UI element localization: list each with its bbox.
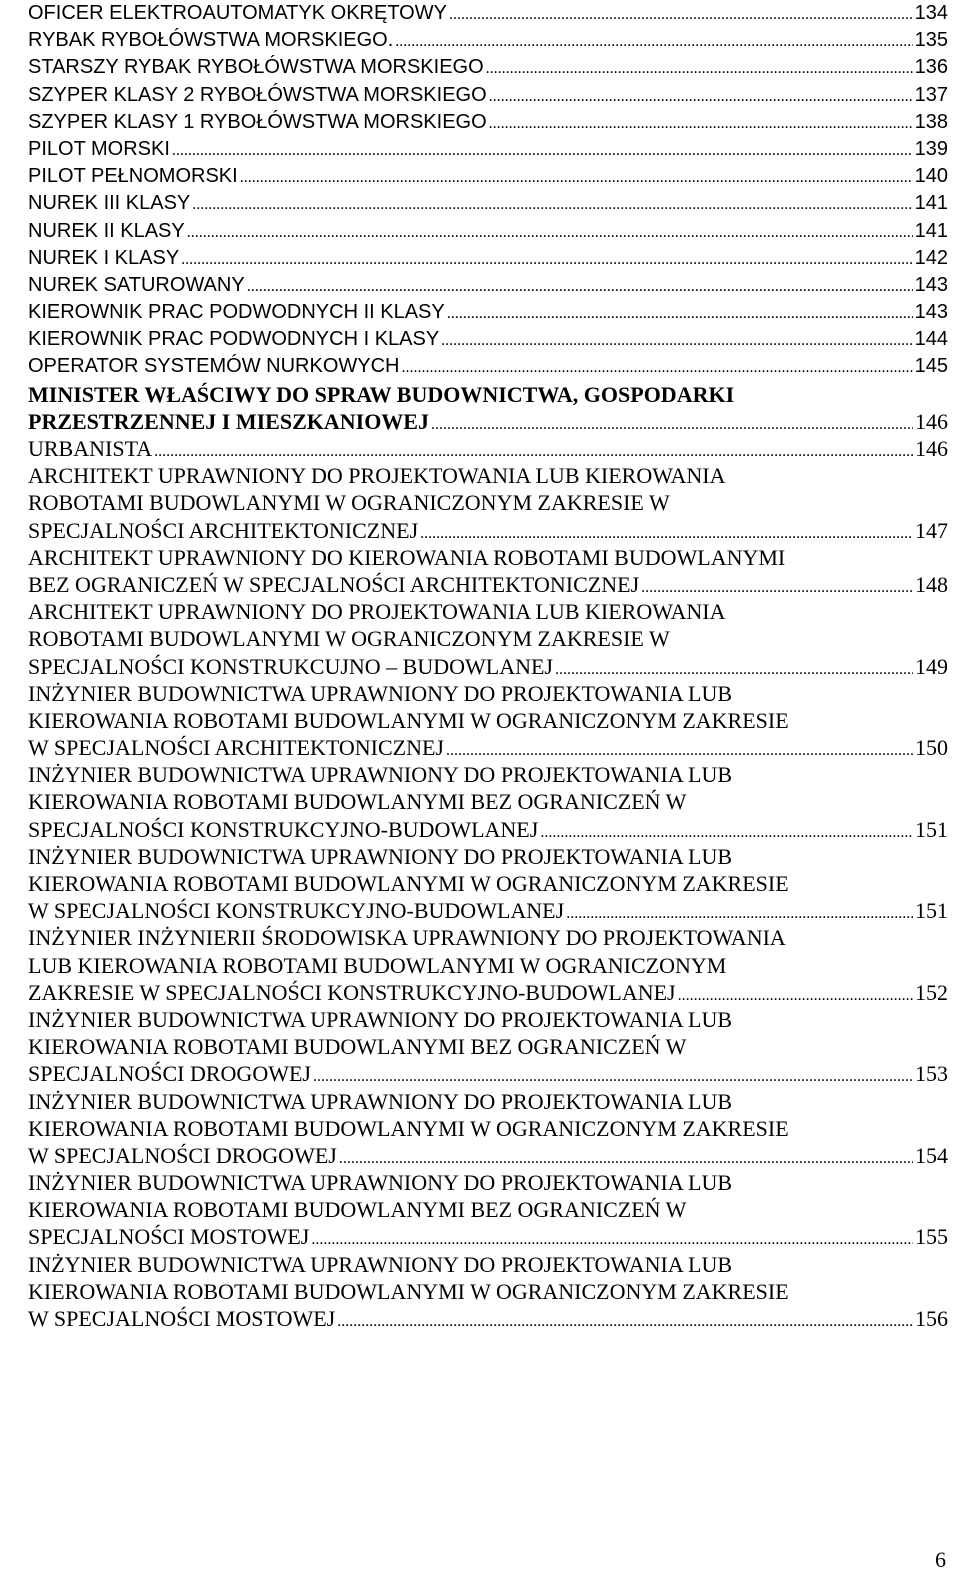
toc-page-number: 151 [915,816,948,842]
toc-page-number: 156 [915,1306,948,1331]
toc-page-number: 145 [914,355,948,378]
dot-leader [247,272,913,299]
toc-page-number: 136 [914,56,948,79]
toc-entry-title: KIEROWANIA ROBOTAMI BUDOWLANYMI BEZ OGRANICZEŃ W [28,1197,687,1223]
toc-entry[interactable] [28,381,948,435]
dot-leader [181,245,912,272]
toc-page-number: 146 [915,436,948,461]
toc-page-number: 137 [914,83,948,106]
toc-entry-title: ARCHITEKT UPRAWNIONY DO PROJEKTOWANIA LUB KIEROWANIA [28,599,726,625]
toc-page-number: 155 [915,1224,948,1250]
toc-page-number: 150 [915,735,948,761]
toc-entry-title: PILOT PEŁNOMORSKI [28,165,238,188]
toc-page-number: 144 [914,328,948,351]
dot-leader [313,1060,913,1087]
dot-leader [446,734,913,761]
dot-leader [337,1305,913,1332]
toc-entry-title: ROBOTAMI BUDOWLANYMI W OGRANICZONYM ZAKRESIE W [28,490,670,516]
toc-entry[interactable] [28,163,948,190]
dot-leader [447,299,913,326]
toc-entry[interactable] [28,218,948,245]
toc-entry[interactable] [28,299,948,326]
dot-leader [641,571,913,598]
toc-entry[interactable] [28,1006,948,1088]
toc-entry-title: INŻYNIER BUDOWNICTWA UPRAWNIONY DO PROJEKTOWANIA LUB [28,843,733,869]
toc-entry-title: MINISTER WŁAŚCIWY DO SPRAW BUDOWNICTWA, GOSPODARKI [28,381,735,407]
toc-entry-title: LUB KIEROWANIA ROBOTAMI BUDOWLANYMI W OGRANICZONYM [28,952,727,978]
toc-entry[interactable] [28,462,948,544]
toc-entry-title: ARCHITEKT UPRAWNIONY DO PROJEKTOWANIA LUB KIEROWANIA [28,463,726,489]
toc-page-number: 147 [915,517,948,543]
toc-entry-title: INŻYNIER BUDOWNICTWA UPRAWNIONY DO PROJEKTOWANIA LUB [28,1006,733,1032]
toc-entry[interactable] [28,598,948,680]
toc-entry-title: STARSZY RYBAK RYBOŁÓWSTWA MORSKIEGO [28,56,484,79]
dot-leader [172,136,913,163]
toc-entry[interactable] [28,326,948,353]
toc-page-number: 138 [914,110,948,133]
toc-entry-title: KIEROWANIA ROBOTAMI BUDOWLANYMI BEZ OGRANICZEŃ W [28,789,687,815]
toc-entry[interactable] [28,109,948,136]
toc-page-number: 143 [914,273,948,296]
page-number: 6 [935,1547,946,1572]
toc-entry-title: INŻYNIER INŻYNIERII ŚRODOWISKA UPRAWNIONY DO PROJEKTOWANIA [28,925,786,951]
toc-page-number: 142 [914,246,948,269]
toc-entry-title: KIEROWANIA ROBOTAMI BUDOWLANYMI W OGRANICZONYM ZAKRESIE [28,1115,789,1141]
toc-entry-title: ARCHITEKT UPRAWNIONY DO KIEROWANIA ROBOTAMI BUDOWLANYMI [28,544,786,570]
toc-page-number: 141 [914,192,948,215]
dot-leader [431,408,913,435]
dot-leader [566,897,913,924]
toc-page-number: 153 [915,1061,948,1087]
dot-leader [489,82,913,109]
dot-leader [311,1223,913,1250]
toc-entry-title: PILOT MORSKI [28,137,170,160]
toc-entry[interactable] [28,761,948,843]
toc-entry-title: OPERATOR SYSTEMÓW NURKOWYCH [28,355,400,378]
toc-entry-title: KIEROWNIK PRAC PODWODNYCH I KLASY [28,328,440,351]
toc-entry-title: KIEROWNIK PRAC PODWODNYCH II KLASY [28,301,445,324]
toc-entry[interactable] [28,54,948,81]
toc-entry-title: SZYPER KLASY 2 RYBOŁÓWSTWA MORSKIEGO [28,83,487,106]
toc-entry-title: NUREK I KLASY [28,246,180,269]
dot-leader [540,816,913,843]
dot-leader [240,163,913,190]
toc-entry-title: INŻYNIER BUDOWNICTWA UPRAWNIONY DO PROJEKTOWANIA LUB [28,1251,733,1277]
toc-entry-title: INŻYNIER BUDOWNICTWA UPRAWNIONY DO PROJEKTOWANIA LUB [28,762,733,788]
dot-leader [420,517,913,544]
toc-entry[interactable] [28,1251,948,1333]
toc-entry-title: SZYPER KLASY 1 RYBOŁÓWSTWA MORSKIEGO [28,110,487,133]
table-of-contents [28,0,948,1332]
toc-entry-title: INŻYNIER BUDOWNICTWA UPRAWNIONY DO PROJEKTOWANIA LUB [28,1088,733,1114]
toc-entry[interactable] [28,136,948,163]
toc-entry[interactable] [28,1169,948,1251]
toc-page-number: 139 [914,137,948,160]
toc-entry-title: PRZESTRZENNEJ I MIESZKANIOWEJ [28,408,429,434]
toc-entry-title: SPECJALNOŚCI MOSTOWEJ [28,1224,310,1250]
toc-entry-title: ROBOTAMI BUDOWLANYMI W OGRANICZONYM ZAKRESIE W [28,626,670,652]
toc-entry[interactable] [28,82,948,109]
toc-entry-title: KIEROWANIA ROBOTAMI BUDOWLANYMI W OGRANICZONYM ZAKRESIE [28,707,789,733]
toc-entry-title: INŻYNIER BUDOWNICTWA UPRAWNIONY DO PROJEKTOWANIA LUB [28,1170,733,1196]
toc-entry-title: NUREK III KLASY [28,192,191,215]
dot-leader [441,326,912,353]
dot-leader [449,0,913,27]
toc-entry-title: W SPECJALNOŚCI MOSTOWEJ [28,1306,336,1331]
toc-entry[interactable] [28,272,948,299]
toc-entry-title: NUREK SATUROWANY [28,273,245,296]
dot-leader [489,109,913,136]
toc-entry-title: OFICER ELEKTROAUTOMATYK OKRĘTOWY [28,2,447,24]
toc-entry[interactable] [28,245,948,272]
toc-entry-title: ZAKRESIE W SPECJALNOŚCI KONSTRUKCYJNO-BUDOWLANEJ [28,979,676,1005]
dot-leader [395,27,912,54]
toc-entry[interactable] [28,924,948,1006]
toc-entry-title: BEZ OGRANICZEŃ W SPECJALNOŚCI ARCHITEKTONICZNEJ [28,571,640,597]
toc-entry-title: SPECJALNOŚCI KONSTRUKCUJNO – BUDOWLANEJ [28,653,553,679]
toc-page-number: 152 [915,979,948,1005]
toc-entry[interactable] [28,544,948,598]
toc-page-number: 148 [915,571,948,597]
toc-entry[interactable] [28,353,948,380]
toc-page-number: 134 [914,2,948,24]
toc-entry[interactable] [28,680,948,762]
toc-entry-title: URBANISTA [28,436,153,461]
dot-leader [192,190,912,217]
dot-leader [187,218,913,245]
toc-entry-title: SPECJALNOŚCI KONSTRUKCYJNO-BUDOWLANEJ [28,816,539,842]
toc-entry[interactable] [28,843,948,925]
toc-entry[interactable] [28,435,948,462]
toc-entry-title: SPECJALNOŚCI DROGOWEJ [28,1061,311,1087]
toc-entry-title: W SPECJALNOŚCI DROGOWEJ [28,1142,337,1168]
toc-page-number: 149 [915,653,948,679]
toc-entry-title: INŻYNIER BUDOWNICTWA UPRAWNIONY DO PROJEKTOWANIA LUB [28,680,733,706]
toc-entry-title: W SPECJALNOŚCI KONSTRUKCYJNO-BUDOWLANEJ [28,898,565,924]
toc-page-number: 151 [915,898,948,924]
toc-entry[interactable] [28,27,948,54]
toc-page-number: 135 [914,29,948,52]
toc-page-number: 154 [915,1142,948,1168]
toc-entry-title: KIEROWANIA ROBOTAMI BUDOWLANYMI W OGRANICZONYM ZAKRESIE [28,871,789,896]
toc-entry[interactable] [28,0,948,27]
toc-page-number: 146 [915,408,948,434]
toc-entry-title: KIEROWANIA ROBOTAMI BUDOWLANYMI W OGRANICZONYM ZAKRESIE [28,1278,789,1304]
toc-entry-title: KIEROWANIA ROBOTAMI BUDOWLANYMI BEZ OGRANICZEŃ W [28,1034,687,1060]
dot-leader [154,435,913,462]
dot-leader [555,653,913,680]
toc-page-number: 140 [914,165,948,188]
toc-page-number: 141 [914,219,948,242]
toc-entry-title: W SPECJALNOŚCI ARCHITEKTONICZNEJ [28,735,444,761]
dot-leader [678,979,913,1006]
toc-entry-title: NUREK II KLASY [28,219,185,242]
dot-leader [402,353,913,380]
dot-leader [486,54,913,81]
toc-entry[interactable] [28,1088,948,1170]
toc-entry-title: RYBAK RYBOŁÓWSTWA MORSKIEGO. [28,29,394,52]
toc-entry[interactable] [28,190,948,217]
toc-entry-title: SPECJALNOŚCI ARCHITEKTONICZNEJ [28,517,419,543]
dot-leader [339,1142,913,1169]
toc-page-number: 143 [914,301,948,324]
